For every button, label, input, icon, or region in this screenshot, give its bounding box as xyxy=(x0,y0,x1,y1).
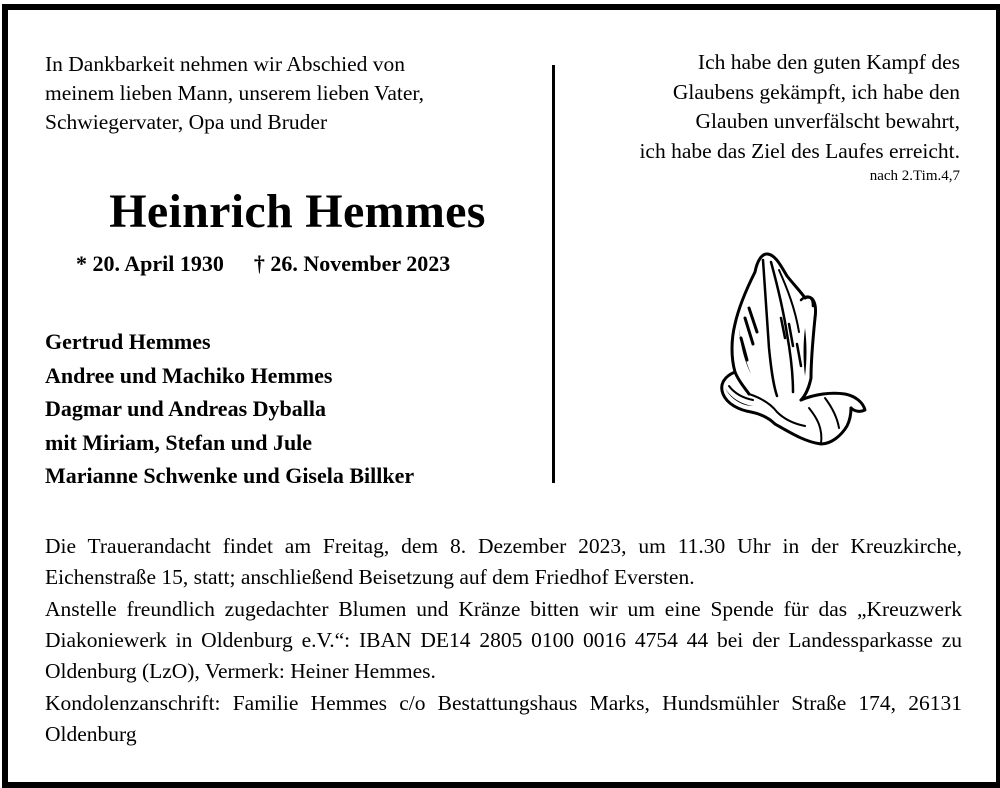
family-list xyxy=(45,325,414,493)
family-member: Marianne Schwenke und Gisela Billker xyxy=(45,463,415,488)
service-notice: Die Trauerandacht findet am Freitag, dem 8. Dezember 2023, um 11.30 Uhr in der Kreuzkirche, Eichenstraße 15, statt; anschließend Beisetzung auf dem Friedhof Eversten. xyxy=(45,534,962,589)
quote-reference: nach 2.Tim.4,7 xyxy=(869,168,960,184)
death-date: † 26. November 2023 xyxy=(253,251,451,276)
quote-line: Ich habe den guten Kampf des xyxy=(697,50,960,74)
intro-text xyxy=(45,50,515,137)
intro-line: meinem lieben Mann, unserem lieben Vater, xyxy=(45,81,425,105)
deceased-name: Heinrich Hemmes xyxy=(109,185,486,238)
birth-date: * 20. April 1930 xyxy=(76,251,224,276)
praying-hands-icon xyxy=(705,248,870,448)
quote-line: Glaubens gekämpft, ich habe den xyxy=(672,79,960,104)
intro-line: In Dankbarkeit nehmen wir Abschied von xyxy=(45,52,406,76)
family-member: mit Miriam, Stefan und Jule xyxy=(45,429,313,455)
family-member: Dagmar und Andreas Dyballa xyxy=(45,396,326,421)
donation-notice: Anstelle freundlich zugedachter Blumen und Kränze bitten wir um eine Spende für das „Kreuzwerk Diakoniewerk in Oldenburg e.V.“: IBAN DE14 2805 0100 0016 4754 44 bei der Landessparkasse zu Oldenburg (LzO), Vermerk: Heiner Hemmes. xyxy=(45,597,962,683)
life-dates xyxy=(76,250,450,278)
condolence-address: Kondolenzanschrift: Familie Hemmes c/o Bestattungshaus Marks, Hundsmühler Straße 174, 26131 Oldenburg xyxy=(45,691,962,746)
bible-quote xyxy=(540,48,960,185)
family-member: Gertrud Hemmes xyxy=(45,329,211,354)
quote-line: Glauben unverfälscht bewahrt, xyxy=(695,109,960,133)
quote-line: ich habe das Ziel des Laufes erreicht. xyxy=(639,138,960,163)
family-member: Andree und Machiko Hemmes xyxy=(45,362,333,388)
intro-line: Schwiegervater, Opa und Bruder xyxy=(45,110,328,134)
